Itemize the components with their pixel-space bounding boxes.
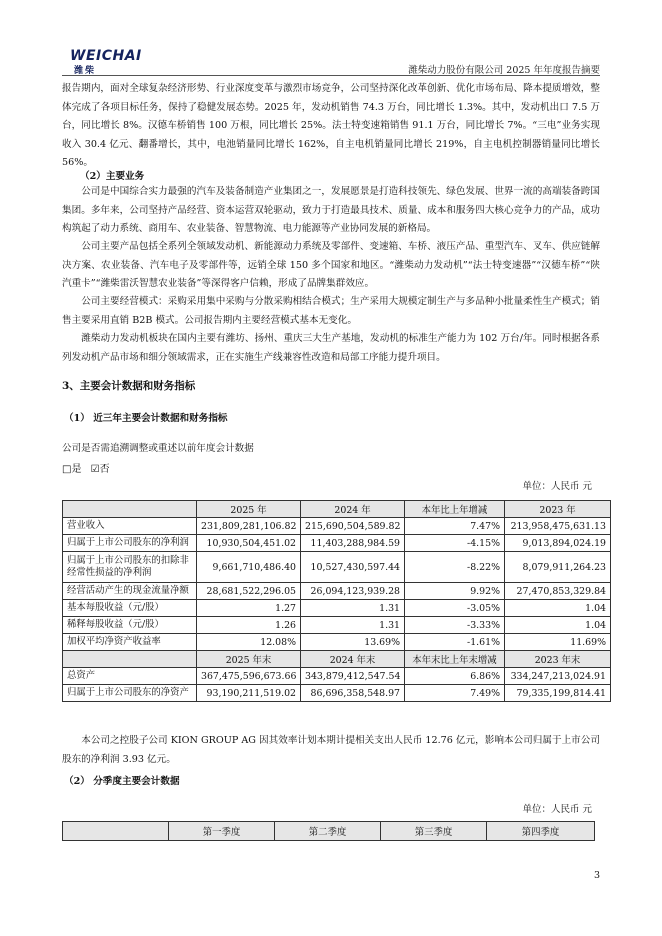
table1-header-cell: 2025 年 bbox=[197, 501, 301, 518]
row-label: 归属于上市公司股东的净利润 bbox=[63, 535, 197, 552]
table-cell: 26,094,123,939.28 bbox=[301, 583, 405, 600]
financial-indicators-table bbox=[62, 500, 611, 702]
table-row bbox=[63, 617, 611, 634]
table-row bbox=[63, 518, 611, 535]
table1-header-cell: 2023 年末 bbox=[505, 651, 611, 668]
header-title: 潍柴动力股份有限公司 2025 年年度报告摘要 bbox=[408, 65, 600, 76]
table1-unit: 单位：人民币 元 bbox=[522, 481, 592, 492]
section-3-title: 3、主要会计数据和财务指标 bbox=[62, 380, 196, 392]
table-cell: 11,403,288,984.59 bbox=[301, 535, 405, 552]
table-row bbox=[63, 535, 611, 552]
weichai-logo bbox=[70, 48, 140, 74]
quarterly-header-cell bbox=[63, 822, 169, 841]
table-cell: 79,335,199,814.41 bbox=[505, 685, 611, 702]
restate-options bbox=[62, 460, 110, 475]
table-cell: 28,681,522,296.05 bbox=[197, 583, 301, 600]
table1-header-row-2 bbox=[63, 651, 611, 668]
table1-header-cell: 本年比上年增减 bbox=[405, 501, 505, 518]
table1-header-cell: 2025 年末 bbox=[197, 651, 301, 668]
table-cell: 1.27 bbox=[197, 600, 301, 617]
table-cell: 1.04 bbox=[505, 617, 611, 634]
table-cell: 93,190,211,519.02 bbox=[197, 685, 301, 702]
row-label: 加权平均净资产收益率 bbox=[63, 634, 197, 651]
table-cell: -1.61% bbox=[405, 634, 505, 651]
subsection-1-title: （1） 近三年主要会计数据和财务指标 bbox=[64, 413, 228, 424]
table1-header-cell bbox=[63, 501, 197, 518]
table-cell: 10,527,430,597.44 bbox=[301, 552, 405, 583]
row-label: 稀释每股收益（元/股） bbox=[63, 617, 197, 634]
table-cell: 367,475,596,673.66 bbox=[197, 668, 301, 685]
business-paragraph-3: 公司主要经营模式：采购采用集中采购与分散采购相结合模式；生产采用大规模定制生产与多品种小批量柔性生产模式；销售主要采用直销 B2B 模式。公司报告期内主要经营模式基本无变化。 bbox=[62, 296, 600, 326]
table-cell: 86,696,358,548.97 bbox=[301, 685, 405, 702]
table-cell: 9.92% bbox=[405, 583, 505, 600]
business-paragraph-1: 公司是中国综合实力最强的汽车及装备制造产业集团之一，发展愿景是打造科技领先、绿色发展、世界一流的高端装备跨国集团。多年来，公司坚持产品经营、资本运营双轮驱动，致力于打造最具技术、质量、成本和服务四大核心竞争力的产品，成功构筑起了动力系统、商用车、农业装备、智慧物流、电力能源等产业协同发展的新格局。 bbox=[62, 186, 600, 235]
header-divider bbox=[62, 75, 600, 76]
table-cell: -4.15% bbox=[405, 535, 505, 552]
table-cell: 1.26 bbox=[197, 617, 301, 634]
table-cell: 231,809,281,106.82 bbox=[197, 518, 301, 535]
table-cell: 7.49% bbox=[405, 685, 505, 702]
table1-header-cell: 本年末比上年末增减 bbox=[405, 651, 505, 668]
table-cell: 9,013,894,024.19 bbox=[505, 535, 611, 552]
quarterly-title: （2） 分季度主要会计数据 bbox=[64, 776, 180, 787]
quarterly-header-cell: 第四季度 bbox=[487, 822, 595, 841]
row-label: 归属于上市公司股东的净资产 bbox=[63, 685, 197, 702]
table1-header-cell: 2024 年 bbox=[301, 501, 405, 518]
table-cell: 213,958,475,631.13 bbox=[505, 518, 611, 535]
quarterly-header-cell: 第一季度 bbox=[169, 822, 275, 841]
table-row bbox=[63, 600, 611, 617]
table-row bbox=[63, 668, 611, 685]
table-cell: 13.69% bbox=[301, 634, 405, 651]
table-cell: 1.31 bbox=[301, 617, 405, 634]
quarterly-unit: 单位：人民币 元 bbox=[522, 804, 592, 815]
table-cell: -3.33% bbox=[405, 617, 505, 634]
table-cell: 9,661,710,486.40 bbox=[197, 552, 301, 583]
table-row bbox=[63, 552, 611, 583]
table-row bbox=[63, 634, 611, 651]
table-cell: 7.47% bbox=[405, 518, 505, 535]
table-cell: 11.69% bbox=[505, 634, 611, 651]
table1-header-cell: 2023 年 bbox=[505, 501, 611, 518]
table-cell: 1.31 bbox=[301, 600, 405, 617]
quarterly-table bbox=[62, 821, 595, 841]
logo-chinese: 潍柴 bbox=[74, 66, 97, 76]
table-cell: -3.05% bbox=[405, 600, 505, 617]
business-paragraph-4: 潍柴动力发动机板块在国内主要有潍坊、扬州、重庆三大生产基地，发动机的标准生产能力为 102 万台/年。同时根据各系列发动机产品市场和细分领域需求，正在实施生产线兼容性改造和局部工序能力提升项目。 bbox=[62, 333, 600, 363]
quarterly-header-row bbox=[63, 822, 595, 841]
quarterly-header-cell: 第三季度 bbox=[381, 822, 487, 841]
business-paragraph-2: 公司主要产品包括全系列全领域发动机、新能源动力系统及零部件、变速箱、车桥、液压产品、重型汽车、叉车、供应链解决方案、农业装备、汽车电子及零部件等，远销全球 150 多个国家和地区。“潍柴动力发动机”“法士特变速器”“汉德车桥”“陕汽重卡”“潍柴雷沃智慧农业装备”等深得客户信赖，形成了品牌集群效应。 bbox=[62, 241, 600, 290]
intro-paragraph: 报告期内，面对全球复杂经济形势、行业深度变革与激烈市场竞争，公司坚持深化改革创新、优化市场布局、降本提质增效，整体完成了各项目标任务，保持了稳健发展态势。2025 年，发动机销售 74.3 万台，同比增长 1.3%。其中，发动机出口 7.5 万台，同比增长 8%。汉德车桥销售 100 万根，同比增长 25%。法士特变速箱销售 91.1 万台，同比增长 7%。“三电”业务实现收入 30.4 亿元、翻番增长，其中，电池销量同比增长 162%，自主电机销量同比增长 219%，自主电机控制器销量同比增长 56%。 bbox=[62, 83, 600, 169]
table-row bbox=[63, 685, 611, 702]
logo-wordmark: WEICHAI bbox=[70, 48, 142, 64]
restate-no-checkbox: ☑否 bbox=[90, 464, 110, 475]
table1-header-cell bbox=[63, 651, 197, 668]
table-cell: 1.04 bbox=[505, 600, 611, 617]
row-label: 归属于上市公司股东的扣除非经常性损益的净利润 bbox=[63, 552, 197, 583]
table-cell: 10,930,504,451.02 bbox=[197, 535, 301, 552]
table-cell: 8,079,911,264.23 bbox=[505, 552, 611, 583]
table1-header-row bbox=[63, 501, 611, 518]
table-cell: 12.08% bbox=[197, 634, 301, 651]
restate-yes-checkbox: □是 bbox=[62, 464, 82, 475]
table-cell: 343,879,412,547.54 bbox=[301, 668, 405, 685]
row-label: 基本每股收益（元/股） bbox=[63, 600, 197, 617]
row-label: 经营活动产生的现金流量净额 bbox=[63, 583, 197, 600]
table-cell: 334,247,213,024.91 bbox=[505, 668, 611, 685]
table-cell: -8.22% bbox=[405, 552, 505, 583]
restate-question: 公司是否需追溯调整或重述以前年度会计数据 bbox=[62, 443, 254, 454]
table-cell: 6.86% bbox=[405, 668, 505, 685]
kion-note: 本公司之控股子公司 KION GROUP AG 因其效率计划本期计提相关支出人民币 12.76 亿元，影响本公司归属于上市公司股东的净利润 3.93 亿元。 bbox=[62, 735, 600, 765]
row-label: 营业收入 bbox=[63, 518, 197, 535]
row-label: 总资产 bbox=[63, 668, 197, 685]
table1-header-cell: 2024 年末 bbox=[301, 651, 405, 668]
page-number: 3 bbox=[593, 870, 600, 881]
table-cell: 215,690,504,589.82 bbox=[301, 518, 405, 535]
quarterly-header-cell: 第二季度 bbox=[275, 822, 381, 841]
table-cell: 27,470,853,329.84 bbox=[505, 583, 611, 600]
table-row bbox=[63, 583, 611, 600]
main-business-heading: （2）主要业务 bbox=[80, 171, 145, 182]
